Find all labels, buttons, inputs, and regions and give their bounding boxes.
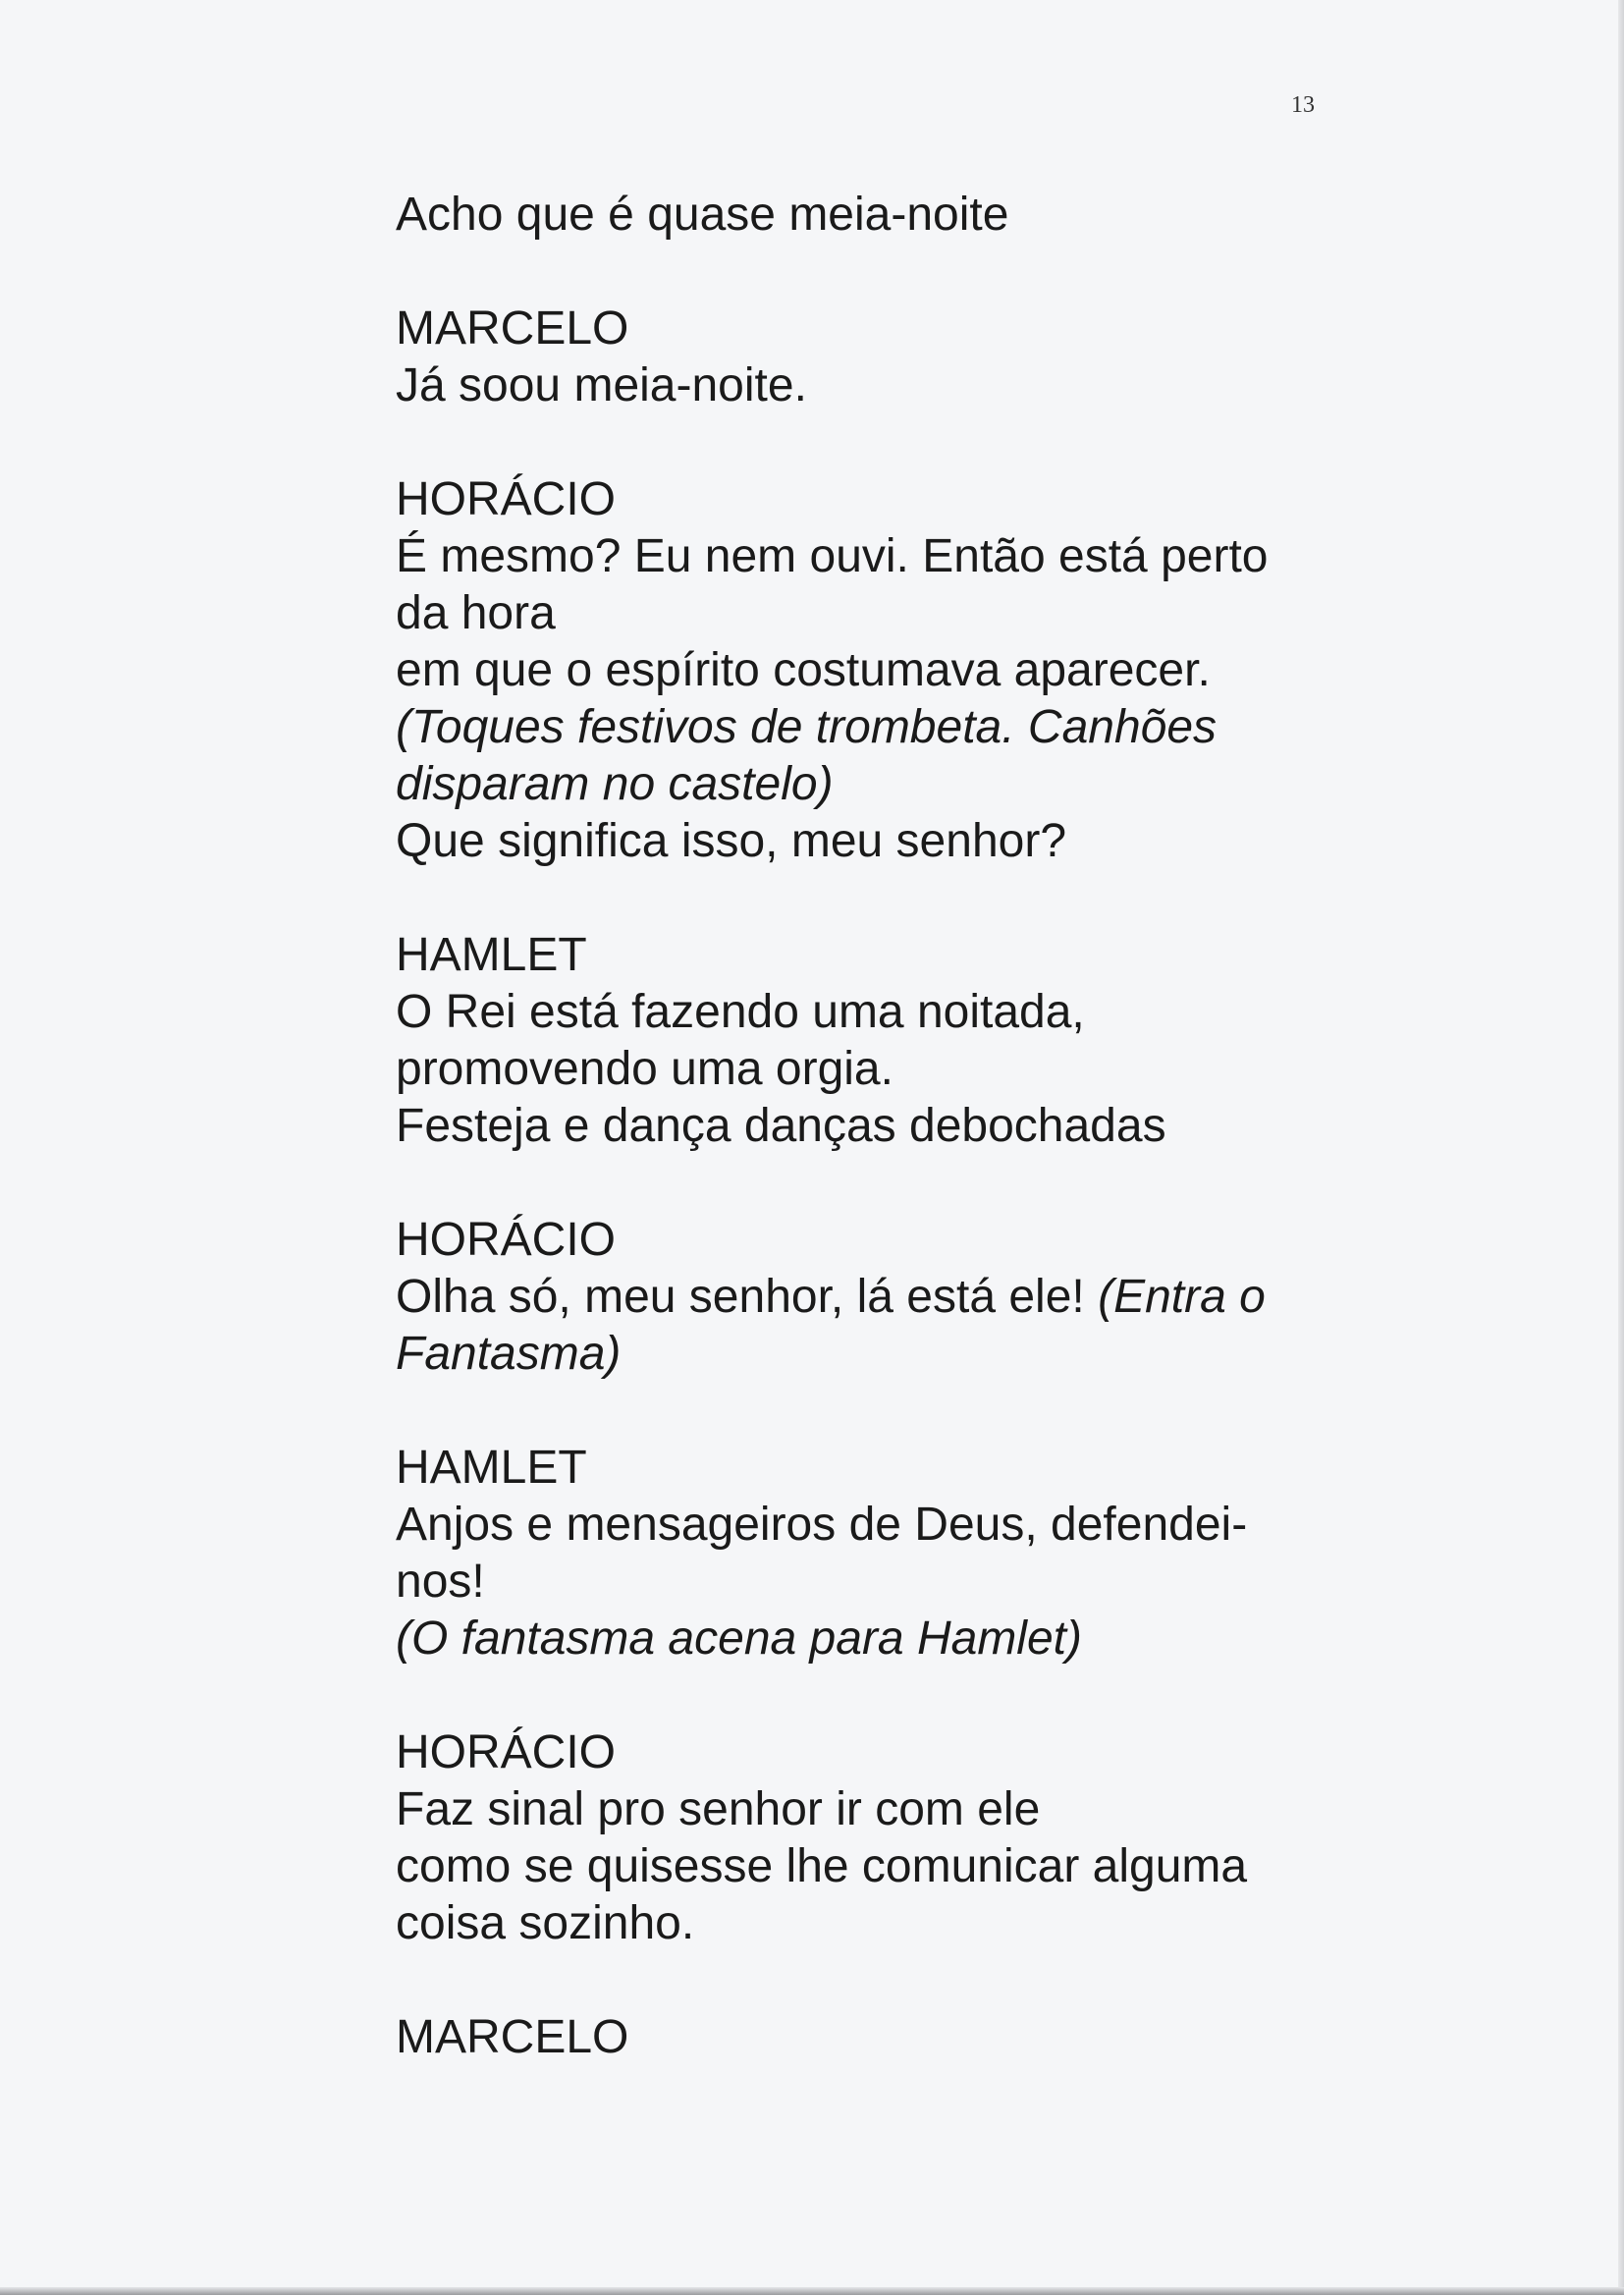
line-text: disparam no castelo) [396, 758, 834, 810]
dialogue-line [396, 357, 1338, 414]
dialogue-block [396, 927, 1338, 1155]
speaker-name: HAMLET [396, 1442, 587, 1494]
dialogue-block [396, 301, 1338, 414]
speaker-name: MARCELO [396, 2011, 629, 2063]
dialogue-line [396, 1269, 1338, 1326]
stage-direction-line [396, 756, 1338, 813]
dialogue-block [396, 1440, 1338, 1667]
stage-direction-line [396, 1326, 1338, 1383]
line-text: O Rei está fazendo uma noitada, [396, 986, 1085, 1038]
stage-direction-line [396, 699, 1338, 756]
line-text: em que o espírito costumava aparecer. [396, 644, 1211, 696]
dialogue-line [396, 1554, 1338, 1611]
dialogue-block [396, 1212, 1338, 1383]
dialogue-line [396, 984, 1338, 1041]
line-text: promovendo uma orgia. [396, 1043, 893, 1095]
speaker-name: HORÁCIO [396, 1214, 617, 1266]
script-text [396, 187, 1338, 2123]
dialogue-block [396, 1724, 1338, 1952]
line-text: Faz sinal pro senhor ir com ele [396, 1783, 1041, 1835]
dialogue-line [396, 642, 1338, 699]
line-text: Olha só, meu senhor, lá está ele! [396, 1271, 1099, 1323]
scan-edge-bottom [0, 2287, 1624, 2295]
dialogue-block [396, 2009, 1338, 2066]
scan-edge-right [1618, 0, 1624, 2295]
line-text: Já soou meia-noite. [396, 359, 807, 411]
line-text: coisa sozinho. [396, 1897, 695, 1949]
line-text: Que significa isso, meu senhor? [396, 815, 1067, 867]
dialogue-line [396, 1895, 1338, 1952]
stage-direction: (Entra o [1098, 1271, 1266, 1323]
dialogue-block [396, 187, 1338, 244]
dialogue-line [396, 1781, 1338, 1838]
line-text: É mesmo? Eu nem ouvi. Então está perto [396, 530, 1269, 582]
dialogue-line [396, 187, 1338, 244]
stage-direction-line [396, 1611, 1338, 1667]
dialogue-line [396, 1041, 1338, 1098]
dialogue-line [396, 1838, 1338, 1895]
dialogue-line [396, 1098, 1338, 1155]
speaker-name: HAMLET [396, 929, 587, 981]
speaker-name: MARCELO [396, 302, 629, 355]
line-text: Acho que é quase meia-noite [396, 189, 1009, 241]
line-text: Fantasma) [396, 1328, 622, 1380]
dialogue-line [396, 813, 1338, 870]
line-text: Anjos e mensageiros de Deus, defendei- [396, 1499, 1248, 1551]
dialogue-line [396, 1497, 1338, 1554]
line-text: (Toques festivos de trombeta. Canhões [396, 701, 1218, 753]
line-text: Festeja e dança danças debochadas [396, 1100, 1166, 1152]
line-text: como se quisesse lhe comunicar alguma [396, 1840, 1248, 1892]
line-text: da hora [396, 587, 556, 639]
page-number: 13 [1291, 92, 1315, 118]
dialogue-block [396, 471, 1338, 870]
speaker-name: HORÁCIO [396, 1726, 617, 1778]
line-text: (O fantasma acena para Hamlet) [396, 1612, 1082, 1665]
line-text: nos! [396, 1556, 485, 1608]
speaker-name: HORÁCIO [396, 473, 617, 525]
dialogue-line [396, 528, 1338, 585]
dialogue-line [396, 585, 1338, 642]
